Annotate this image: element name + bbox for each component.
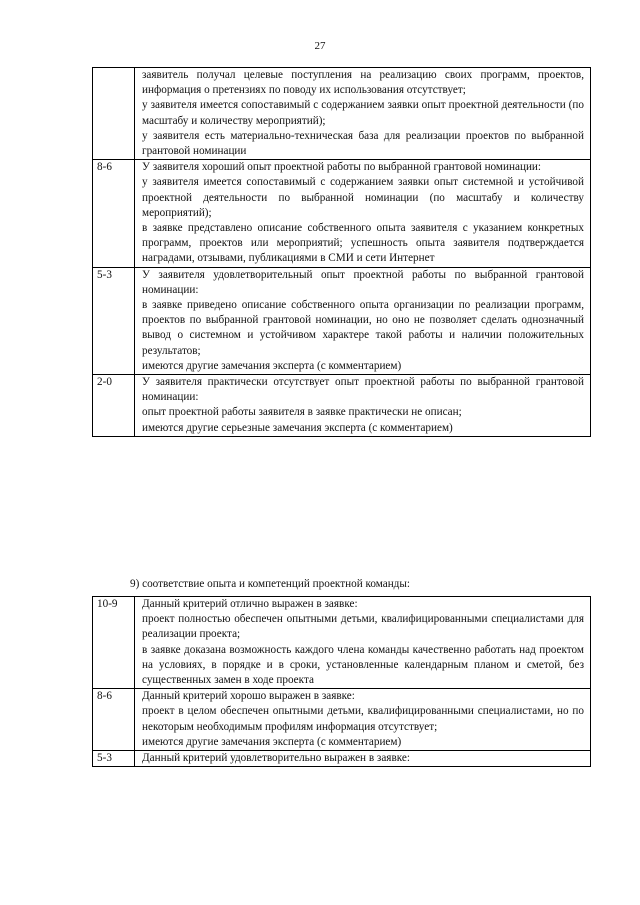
description-cell (135, 68, 591, 160)
criterion-text: у заявителя имеется сопоставимый с содержанием заявки опыт проектной деятельности (по масштабу и количеству мероприятий); (142, 99, 584, 127)
criterion-text: имеются другие серьезные замечания эксперта (с комментарием) (142, 421, 453, 434)
description-cell (135, 375, 591, 437)
criterion-text: Данный критерий отлично выражен в заявке: (142, 598, 358, 610)
criterion-text: У заявителя практически отсутствует опыт проектной работы по выбранной грантовой номинации: (142, 376, 584, 404)
description-cell (135, 597, 591, 689)
criterion-text: имеются другие замечания эксперта (с комментарием) (142, 359, 402, 372)
page-number: 27 (314, 40, 326, 52)
table-row (93, 375, 591, 437)
criterion-text: у заявителя имеется сопоставимый с содержанием заявки опыт системной и устойчивой проектной деятельности по выбранной номинации (по масштабу и количеству мероприятий); (142, 176, 584, 219)
score-cell: 5-3 (93, 267, 135, 374)
score-cell: 2-0 (93, 375, 135, 437)
criterion-text: Данный критерий удовлетворительно выражен в заявке: (142, 752, 410, 765)
section-heading: 9) соответствие опыта и компетенций проектной команды: (130, 578, 410, 590)
description-cell (135, 751, 591, 767)
criterion-text: в заявке представлено описание собственного опыта заявителя с указанием конкретных программ, проектов или мероприятий; успешность опыта заявителя подтверждается наградами, отзывами, публикациями в СМИ и сети Интернет (142, 222, 584, 265)
criterion-text: проект в целом обеспечен опытными детьми, квалифицированными специалистами, но по некоторым необходимым профилям информация отсутствует; (142, 705, 584, 733)
criterion-text: в заявке доказана возможность каждого члена команды качественно работать над проектом на условиях, в порядке и в сроки, установленные календарным планом и сметой, без существенных замен в ходе проекта (142, 643, 584, 687)
description-cell (135, 689, 591, 751)
table-row (93, 689, 591, 751)
criterion-text: Данный критерий хорошо выражен в заявке: (142, 690, 355, 703)
criterion-text: в заявке приведено описание собственного опыта организации по реализации программ, проектов по выбранной грантовой номинации, но оно не позволяет сделать однозначный вывод о системном и устойчивом характере такой работы и наличии положительных результатов; (142, 299, 584, 357)
score-cell: 8-6 (93, 689, 135, 751)
description-cell (135, 267, 591, 374)
score-cell: 5-3 (93, 751, 135, 767)
criterion-text: заявитель получал целевые поступления на реализацию своих программ, проектов, информация о претензиях по поводу их использования отсутствует; (142, 69, 584, 97)
criterion-text: проект полностью обеспечен опытными детьми, квалифицированными специалистами для реализации проекта; (142, 613, 584, 641)
criterion-text: опыт проектной работы заявителя в заявке практически не описан; (142, 406, 462, 419)
criterion-text: имеются другие замечания эксперта (с комментарием) (142, 735, 402, 748)
table-row (93, 160, 591, 267)
table-row (93, 267, 591, 374)
table-row (93, 751, 591, 767)
score-cell (93, 68, 135, 160)
criterion-text: у заявителя есть материально-техническая база для реализации проектов по выбранной грантовой номинации (142, 129, 584, 158)
criteria-table-9 (92, 596, 591, 767)
table-row (93, 68, 591, 160)
criterion-text: У заявителя удовлетворительный опыт проектной работы по выбранной грантовой номинации: (142, 268, 584, 296)
score-cell: 8-6 (93, 160, 135, 267)
criterion-text: У заявителя хороший опыт проектной работы по выбранной грантовой номинации: (142, 161, 542, 174)
table-row (93, 597, 591, 689)
description-cell (135, 160, 591, 267)
score-cell: 10-9 (93, 597, 135, 689)
criteria-table-8 (92, 67, 591, 437)
